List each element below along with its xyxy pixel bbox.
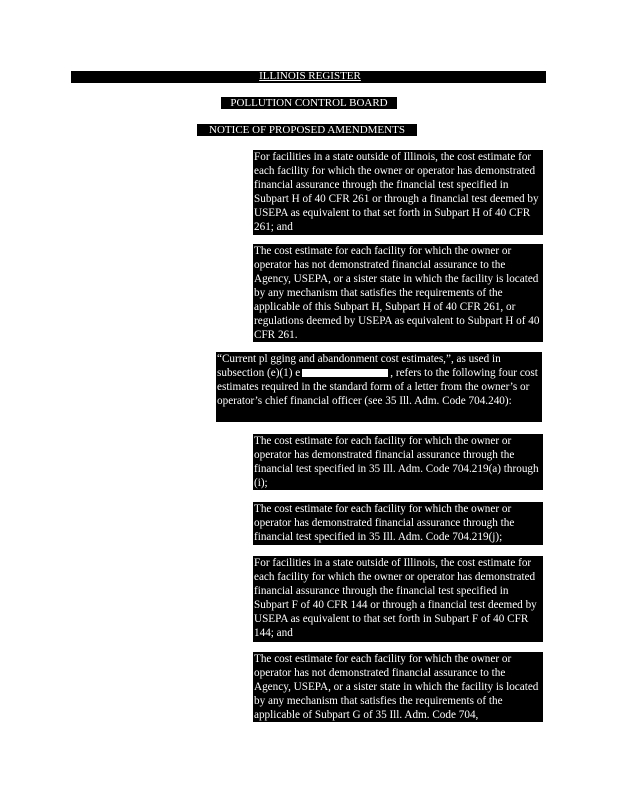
- paragraph-3-text-start: “Current pl gging and abandonment cost estimates,”, as used in subsection (e)(1) e: [217, 353, 501, 379]
- paragraph-2: [253, 244, 543, 342]
- paragraph-4-text: The cost estimate for each facility for which the owner or operator has demonstrated financial assurance through the financial test specified in 35 Ill. Adm. Code 704.219(a) through (i);: [254, 435, 539, 489]
- paragraph-4: [253, 434, 543, 490]
- paragraph-3-text: [217, 352, 541, 408]
- notice-title: NOTICE OF PROPOSED AMENDMENTS: [197, 124, 417, 136]
- paragraph-3: [216, 352, 542, 422]
- paragraph-5: [253, 502, 543, 545]
- paragraph-3-text-end: , refers to the following four cost estimates required in the standard form of a letter from the owner’s or operator’s chief financial officer (see 35 Ill. Adm. Code 704.240):: [217, 367, 538, 407]
- register-title: ILLINOIS REGISTER: [259, 70, 361, 82]
- paragraph-2-text: The cost estimate for each facility for which the owner or operator has not demonstrated financial assurance to the Agency, USEPA, or a sister state in which the facility is located by any mechanism that satisfies the requirements of the applicable of this Subpart H, Subpart H of 40 CFR 261, or regulations deemed by USEPA as equivalent to Subpart H of 40 CFR 261.: [254, 245, 540, 341]
- redaction-mark: [302, 369, 388, 377]
- paragraph-7: [253, 652, 543, 722]
- paragraph-6: [253, 556, 543, 642]
- paragraph-1-text: For facilities in a state outside of Illinois, the cost estimate for each facility for which the owner or operator has demonstrated financial assurance through the financial test specified in Subpart H of 40 CFR 261 or through a financial test deemed by USEPA as equivalent to that set forth in Subpart H of 40 CFR 261; and: [254, 151, 539, 233]
- paragraph-5-text: The cost estimate for each facility for which the owner or operator has demonstrated financial assurance through the financial test specified in 35 Ill. Adm. Code 704.219(j);: [254, 503, 515, 543]
- paragraph-6-text: For facilities in a state outside of Illinois, the cost estimate for each facility for which the owner or operator has demonstrated financial assurance through the financial test specified in Subpart F of 40 CFR 144 or through a financial test deemed by USEPA as equivalent to that set forth in Subpart F of 40 CFR 144; and: [254, 557, 537, 639]
- board-title: POLLUTION CONTROL BOARD: [221, 97, 397, 109]
- paragraph-1: [253, 150, 543, 235]
- paragraph-7-text: The cost estimate for each facility for which the owner or operator has not demonstrated financial assurance to the Agency, USEPA, or a sister state in which the facility is located by any mechanism that satisfies the requirements of the applicable of Subpart G of 35 Ill. Adm. Code 704,: [254, 653, 539, 721]
